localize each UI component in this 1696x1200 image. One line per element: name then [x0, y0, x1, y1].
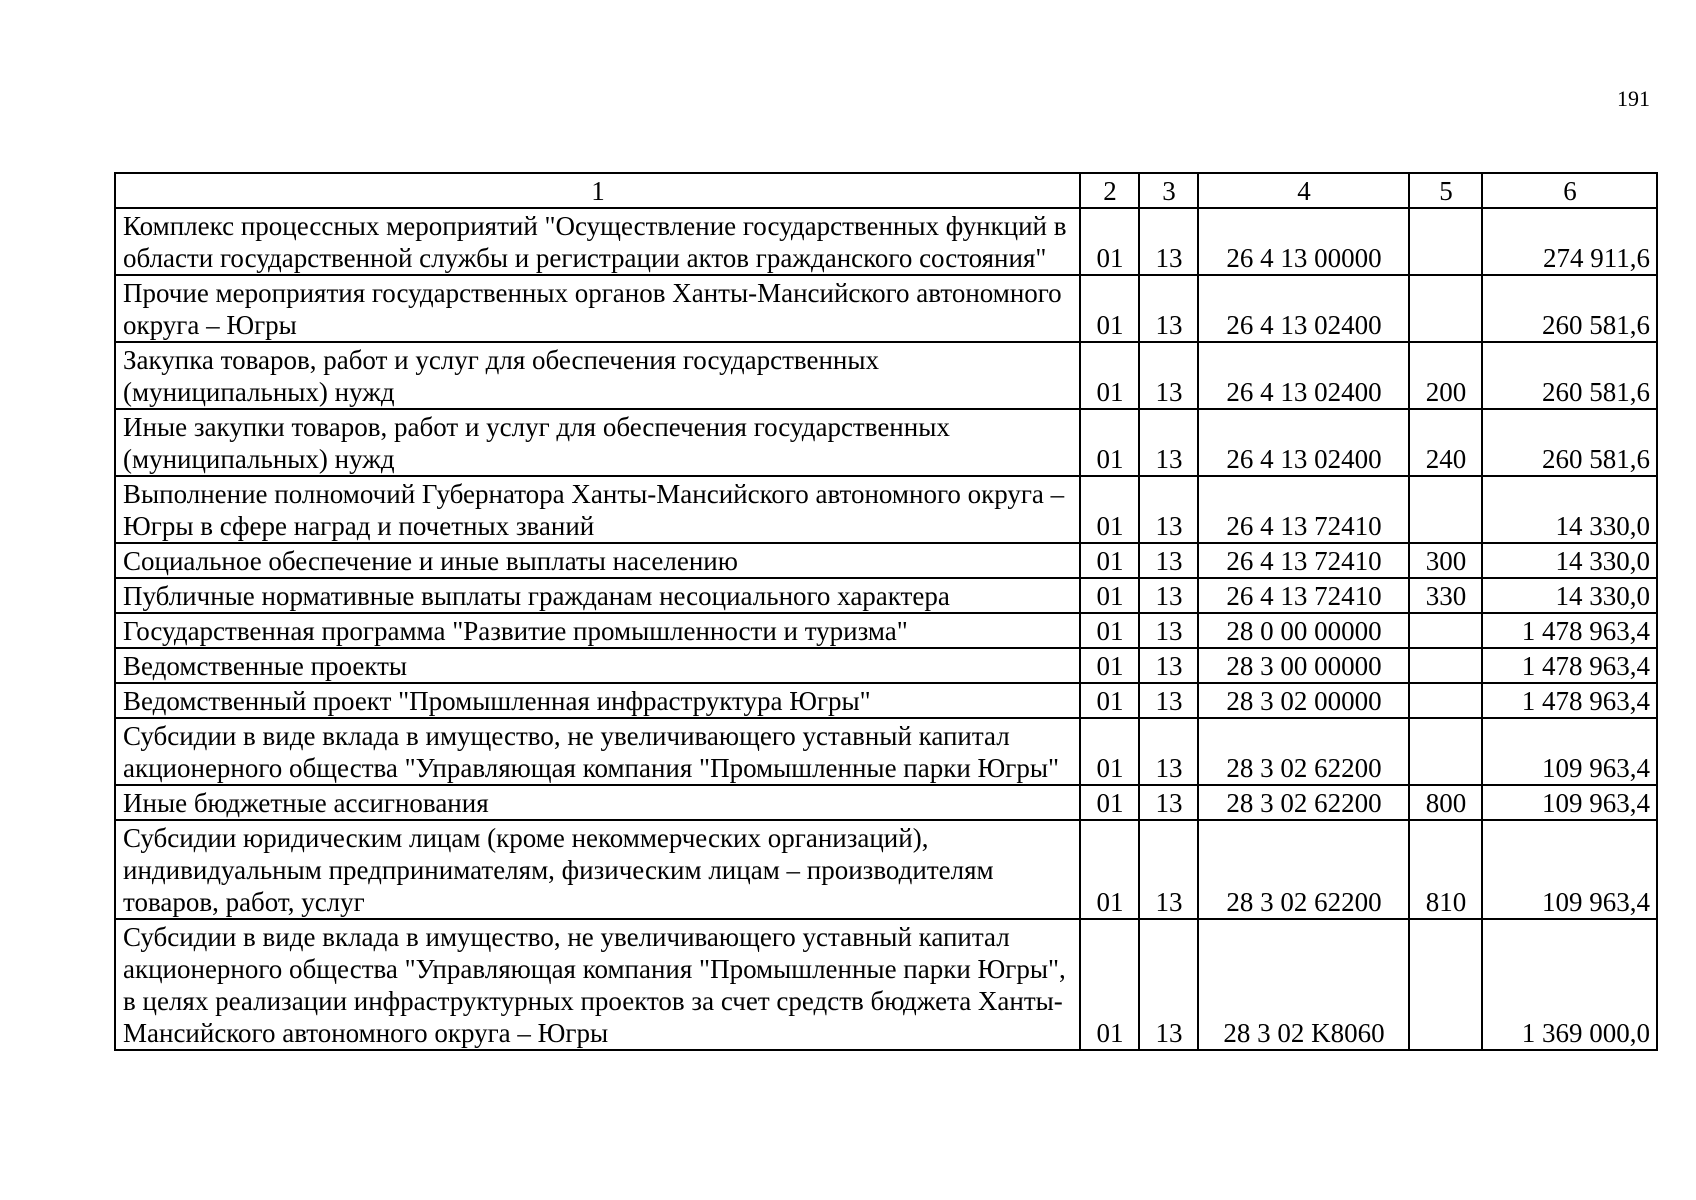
- table-row: [115, 648, 1657, 683]
- row-section-cell: 01: [1080, 208, 1139, 275]
- row-name-cell: Ведомственные проекты: [115, 648, 1080, 683]
- row-name-cell: Субсидии в виде вклада в имущество, не увеличивающего уставный капитал акционерного общества "Управляющая компания "Промышленные парки Югры": [115, 718, 1080, 785]
- row-target-article-cell: 26 4 13 72410: [1198, 476, 1409, 543]
- row-name-cell: Выполнение полномочий Губернатора Ханты-Мансийского автономного округа – Югры в сфере наград и почетных званий: [115, 476, 1080, 543]
- row-subsection-cell: 13: [1139, 342, 1198, 409]
- row-subsection-cell: 13: [1139, 718, 1198, 785]
- row-name-cell: Иные бюджетные ассигнования: [115, 785, 1080, 820]
- table-row: [115, 342, 1657, 409]
- row-amount-cell: 1 369 000,0: [1482, 919, 1657, 1050]
- row-section-cell: 01: [1080, 919, 1139, 1050]
- table-row: [115, 820, 1657, 919]
- row-section-cell: 01: [1080, 683, 1139, 718]
- row-name-cell: Комплекс процессных мероприятий "Осуществление государственных функций в области государственной службы и регистрации актов гражданского состояния": [115, 208, 1080, 275]
- budget-table: [114, 172, 1658, 1051]
- row-name-cell: Закупка товаров, работ и услуг для обеспечения государственных (муниципальных) нужд: [115, 342, 1080, 409]
- row-expense-type-cell: 330: [1409, 578, 1482, 613]
- row-target-article-cell: 26 4 13 02400: [1198, 342, 1409, 409]
- header-cell-2: 2: [1080, 173, 1139, 208]
- row-target-article-cell: 28 3 02 K8060: [1198, 919, 1409, 1050]
- row-subsection-cell: 13: [1139, 543, 1198, 578]
- row-expense-type-cell: [1409, 208, 1482, 275]
- row-target-article-cell: 26 4 13 00000: [1198, 208, 1409, 275]
- row-section-cell: 01: [1080, 718, 1139, 785]
- row-subsection-cell: 13: [1139, 919, 1198, 1050]
- row-target-article-cell: 26 4 13 02400: [1198, 409, 1409, 476]
- row-amount-cell: 14 330,0: [1482, 543, 1657, 578]
- table-row: [115, 578, 1657, 613]
- row-name-cell: Государственная программа "Развитие промышленности и туризма": [115, 613, 1080, 648]
- row-section-cell: 01: [1080, 613, 1139, 648]
- row-target-article-cell: 28 3 02 00000: [1198, 683, 1409, 718]
- header-cell-1: 1: [115, 173, 1080, 208]
- header-cell-4: 4: [1198, 173, 1409, 208]
- row-section-cell: 01: [1080, 578, 1139, 613]
- row-expense-type-cell: [1409, 919, 1482, 1050]
- table-row: [115, 275, 1657, 342]
- row-expense-type-cell: [1409, 648, 1482, 683]
- row-subsection-cell: 13: [1139, 208, 1198, 275]
- budget-table-body: [115, 173, 1657, 1050]
- row-target-article-cell: 26 4 13 02400: [1198, 275, 1409, 342]
- row-amount-cell: 1 478 963,4: [1482, 683, 1657, 718]
- table-row: [115, 208, 1657, 275]
- row-amount-cell: 109 963,4: [1482, 718, 1657, 785]
- table-row: [115, 785, 1657, 820]
- row-expense-type-cell: [1409, 613, 1482, 648]
- row-expense-type-cell: [1409, 683, 1482, 718]
- row-target-article-cell: 26 4 13 72410: [1198, 578, 1409, 613]
- row-subsection-cell: 13: [1139, 648, 1198, 683]
- row-section-cell: 01: [1080, 648, 1139, 683]
- row-target-article-cell: 28 3 02 62200: [1198, 718, 1409, 785]
- row-target-article-cell: 28 0 00 00000: [1198, 613, 1409, 648]
- row-subsection-cell: 13: [1139, 409, 1198, 476]
- row-amount-cell: 14 330,0: [1482, 476, 1657, 543]
- table-row: [115, 919, 1657, 1050]
- row-subsection-cell: 13: [1139, 613, 1198, 648]
- row-expense-type-cell: [1409, 275, 1482, 342]
- header-cell-3: 3: [1139, 173, 1198, 208]
- row-amount-cell: 109 963,4: [1482, 785, 1657, 820]
- row-name-cell: Субсидии юридическим лицам (кроме некоммерческих организаций), индивидуальным предпринимателям, физическим лицам – производителям товаров, работ, услуг: [115, 820, 1080, 919]
- row-subsection-cell: 13: [1139, 785, 1198, 820]
- row-section-cell: 01: [1080, 785, 1139, 820]
- row-expense-type-cell: [1409, 718, 1482, 785]
- row-section-cell: 01: [1080, 543, 1139, 578]
- row-target-article-cell: 28 3 00 00000: [1198, 648, 1409, 683]
- row-amount-cell: 1 478 963,4: [1482, 648, 1657, 683]
- row-expense-type-cell: 300: [1409, 543, 1482, 578]
- row-amount-cell: 274 911,6: [1482, 208, 1657, 275]
- row-section-cell: 01: [1080, 820, 1139, 919]
- row-name-cell: Публичные нормативные выплаты гражданам несоциального характера: [115, 578, 1080, 613]
- row-target-article-cell: 28 3 02 62200: [1198, 785, 1409, 820]
- row-subsection-cell: 13: [1139, 820, 1198, 919]
- row-subsection-cell: 13: [1139, 275, 1198, 342]
- row-expense-type-cell: 240: [1409, 409, 1482, 476]
- row-section-cell: 01: [1080, 275, 1139, 342]
- table-row: [115, 409, 1657, 476]
- row-expense-type-cell: 810: [1409, 820, 1482, 919]
- row-amount-cell: 260 581,6: [1482, 342, 1657, 409]
- table-row: [115, 543, 1657, 578]
- row-amount-cell: 260 581,6: [1482, 409, 1657, 476]
- table-header-row: [115, 173, 1657, 208]
- table-row: [115, 613, 1657, 648]
- row-expense-type-cell: 200: [1409, 342, 1482, 409]
- row-name-cell: Иные закупки товаров, работ и услуг для обеспечения государственных (муниципальных) нужд: [115, 409, 1080, 476]
- page-number: 191: [1617, 86, 1650, 111]
- header-cell-5: 5: [1409, 173, 1482, 208]
- row-section-cell: 01: [1080, 409, 1139, 476]
- row-expense-type-cell: [1409, 476, 1482, 543]
- row-name-cell: Ведомственный проект "Промышленная инфраструктура Югры": [115, 683, 1080, 718]
- row-section-cell: 01: [1080, 342, 1139, 409]
- row-amount-cell: 1 478 963,4: [1482, 613, 1657, 648]
- row-subsection-cell: 13: [1139, 476, 1198, 543]
- header-cell-6: 6: [1482, 173, 1657, 208]
- row-amount-cell: 14 330,0: [1482, 578, 1657, 613]
- row-section-cell: 01: [1080, 476, 1139, 543]
- row-target-article-cell: 26 4 13 72410: [1198, 543, 1409, 578]
- row-subsection-cell: 13: [1139, 578, 1198, 613]
- row-name-cell: Прочие мероприятия государственных органов Ханты-Мансийского автономного округа – Югры: [115, 275, 1080, 342]
- row-amount-cell: 260 581,6: [1482, 275, 1657, 342]
- row-subsection-cell: 13: [1139, 683, 1198, 718]
- row-amount-cell: 109 963,4: [1482, 820, 1657, 919]
- table-row: [115, 476, 1657, 543]
- table-row: [115, 683, 1657, 718]
- row-name-cell: Субсидии в виде вклада в имущество, не увеличивающего уставный капитал акционерного общества "Управляющая компания "Промышленные парки Югры", в целях реализации инфраструктурных проектов за счет средств бюджета Ханты-Мансийского автономного округа – Югры: [115, 919, 1080, 1050]
- row-expense-type-cell: 800: [1409, 785, 1482, 820]
- row-name-cell: Социальное обеспечение и иные выплаты населению: [115, 543, 1080, 578]
- table-row: [115, 718, 1657, 785]
- row-target-article-cell: 28 3 02 62200: [1198, 820, 1409, 919]
